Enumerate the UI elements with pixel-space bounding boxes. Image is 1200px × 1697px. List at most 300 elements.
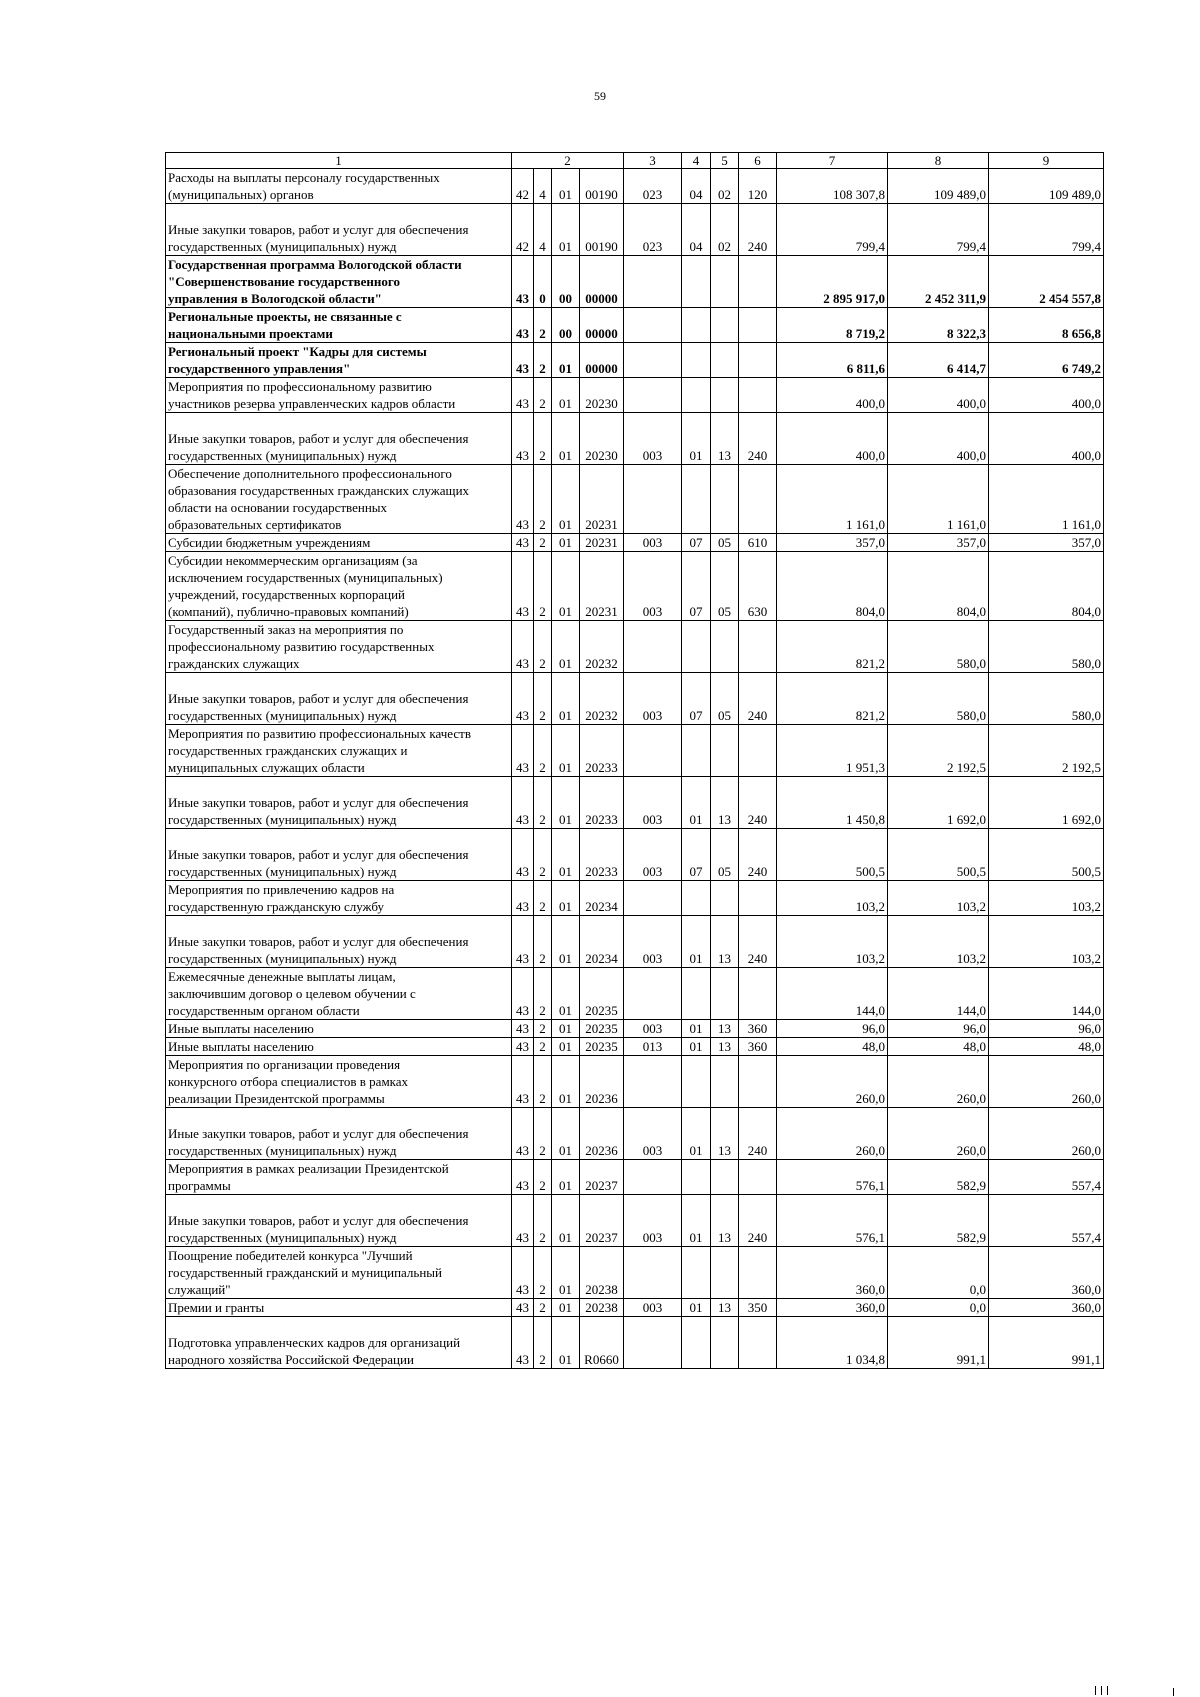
code-subsection bbox=[711, 343, 739, 378]
row-name-line: (муниципальных) органов bbox=[168, 187, 314, 202]
row-name bbox=[166, 534, 512, 552]
row-name-line: государственных (муниципальных) нужд bbox=[168, 951, 397, 966]
amount-col-9: 360,0 bbox=[989, 1247, 1104, 1299]
code-expense-type bbox=[739, 465, 777, 534]
code-event: 01 bbox=[552, 378, 580, 413]
code-section: 07 bbox=[682, 673, 711, 725]
row-name-line: (компаний), публично-правовых компаний) bbox=[168, 604, 409, 619]
scan-mark bbox=[1095, 1686, 1096, 1695]
table-row bbox=[166, 204, 1104, 256]
code-subsection bbox=[711, 725, 739, 777]
table-row bbox=[166, 916, 1104, 968]
code-program: 43 bbox=[512, 1195, 534, 1247]
row-name bbox=[166, 968, 512, 1020]
code-direction: 20231 bbox=[580, 465, 624, 534]
code-event: 01 bbox=[552, 1160, 580, 1195]
table-row bbox=[166, 725, 1104, 777]
amount-col-9: 1 161,0 bbox=[989, 465, 1104, 534]
header-row bbox=[166, 153, 1104, 169]
row-name-line: государственных (муниципальных) нужд bbox=[168, 1143, 397, 1158]
row-name bbox=[166, 1160, 512, 1195]
code-subsection: 13 bbox=[711, 1038, 739, 1056]
header-col-5: 5 bbox=[711, 153, 739, 169]
code-expense-type: 350 bbox=[739, 1299, 777, 1317]
code-grbs bbox=[624, 308, 682, 343]
header-col-8: 8 bbox=[888, 153, 989, 169]
code-section bbox=[682, 378, 711, 413]
code-subprogram: 2 bbox=[534, 1195, 552, 1247]
code-program: 43 bbox=[512, 1020, 534, 1038]
row-name bbox=[166, 829, 512, 881]
code-event: 01 bbox=[552, 829, 580, 881]
row-name bbox=[166, 621, 512, 673]
header-col-4: 4 bbox=[682, 153, 711, 169]
header-col-1: 1 bbox=[166, 153, 512, 169]
amount-col-8: 260,0 bbox=[888, 1108, 989, 1160]
row-name bbox=[166, 725, 512, 777]
code-section bbox=[682, 465, 711, 534]
code-section bbox=[682, 881, 711, 916]
amount-col-9: 144,0 bbox=[989, 968, 1104, 1020]
code-event: 01 bbox=[552, 1195, 580, 1247]
row-name-line: Субсидии бюджетным учреждениям bbox=[168, 535, 371, 550]
row-name bbox=[166, 1108, 512, 1160]
table-row bbox=[166, 256, 1104, 308]
code-subprogram: 2 bbox=[534, 1299, 552, 1317]
header-col-3: 3 bbox=[624, 153, 682, 169]
table-row bbox=[166, 1247, 1104, 1299]
amount-col-8: 1 161,0 bbox=[888, 465, 989, 534]
code-subprogram: 2 bbox=[534, 1038, 552, 1056]
code-subsection: 13 bbox=[711, 916, 739, 968]
row-name-line: государственную гражданскую службу bbox=[168, 899, 384, 914]
amount-col-8: 260,0 bbox=[888, 1056, 989, 1108]
code-event: 01 bbox=[552, 413, 580, 465]
table-row bbox=[166, 169, 1104, 204]
amount-col-9: 360,0 bbox=[989, 1299, 1104, 1317]
code-section bbox=[682, 308, 711, 343]
code-program: 42 bbox=[512, 169, 534, 204]
code-direction: 20232 bbox=[580, 673, 624, 725]
code-subprogram: 2 bbox=[534, 552, 552, 621]
code-event: 01 bbox=[552, 465, 580, 534]
row-name-line: Ежемесячные денежные выплаты лицам, bbox=[168, 969, 396, 984]
table-row bbox=[166, 1299, 1104, 1317]
code-event: 01 bbox=[552, 1038, 580, 1056]
code-subsection: 05 bbox=[711, 534, 739, 552]
table-row bbox=[166, 465, 1104, 534]
code-section: 01 bbox=[682, 916, 711, 968]
row-name-line: государственным органом области bbox=[168, 1003, 360, 1018]
amount-col-8: 580,0 bbox=[888, 621, 989, 673]
row-name-line: Мероприятия по развитию профессиональных качеств bbox=[168, 726, 471, 741]
row-name-line: Иные выплаты населению bbox=[168, 1039, 314, 1054]
code-section: 01 bbox=[682, 1299, 711, 1317]
code-event: 01 bbox=[552, 881, 580, 916]
amount-col-8: 0,0 bbox=[888, 1299, 989, 1317]
code-direction: 20230 bbox=[580, 378, 624, 413]
code-grbs: 003 bbox=[624, 1108, 682, 1160]
amount-col-8: 48,0 bbox=[888, 1038, 989, 1056]
budget-table bbox=[165, 152, 1104, 1369]
code-direction: 20237 bbox=[580, 1195, 624, 1247]
code-expense-type: 240 bbox=[739, 673, 777, 725]
amount-col-7: 108 307,8 bbox=[777, 169, 888, 204]
row-name bbox=[166, 1299, 512, 1317]
code-direction: 20236 bbox=[580, 1056, 624, 1108]
row-name-line bbox=[168, 1317, 509, 1334]
code-subprogram: 2 bbox=[534, 1160, 552, 1195]
row-name-line: "Совершенствование государственного bbox=[168, 274, 400, 289]
code-grbs bbox=[624, 1247, 682, 1299]
amount-col-9: 103,2 bbox=[989, 916, 1104, 968]
row-name-line: государственного управления" bbox=[168, 361, 351, 376]
code-program: 43 bbox=[512, 308, 534, 343]
table-row bbox=[166, 308, 1104, 343]
row-name-line bbox=[168, 1195, 509, 1212]
code-direction: 20236 bbox=[580, 1108, 624, 1160]
code-expense-type: 360 bbox=[739, 1020, 777, 1038]
code-direction: 20234 bbox=[580, 916, 624, 968]
row-name bbox=[166, 343, 512, 378]
row-name-line: учреждений, государственных корпораций bbox=[168, 587, 405, 602]
row-name-line bbox=[168, 916, 509, 933]
amount-col-9: 557,4 bbox=[989, 1195, 1104, 1247]
table-row bbox=[166, 829, 1104, 881]
code-subprogram: 2 bbox=[534, 534, 552, 552]
amount-col-8: 109 489,0 bbox=[888, 169, 989, 204]
code-subprogram: 2 bbox=[534, 968, 552, 1020]
row-name-line: государственных гражданских служащих и bbox=[168, 743, 408, 758]
code-section: 01 bbox=[682, 1108, 711, 1160]
row-name bbox=[166, 413, 512, 465]
row-name-line: Иные закупки товаров, работ и услуг для обеспечения bbox=[168, 1213, 469, 1228]
row-name bbox=[166, 881, 512, 916]
code-program: 43 bbox=[512, 465, 534, 534]
code-program: 43 bbox=[512, 968, 534, 1020]
code-program: 43 bbox=[512, 1038, 534, 1056]
row-name bbox=[166, 777, 512, 829]
code-direction: R0660 bbox=[580, 1317, 624, 1369]
row-name bbox=[166, 378, 512, 413]
code-event: 01 bbox=[552, 1108, 580, 1160]
row-name-line: Мероприятия по профессиональному развитию bbox=[168, 379, 432, 394]
code-subsection bbox=[711, 1056, 739, 1108]
code-expense-type: 240 bbox=[739, 777, 777, 829]
code-expense-type: 120 bbox=[739, 169, 777, 204]
amount-col-9: 804,0 bbox=[989, 552, 1104, 621]
code-subsection bbox=[711, 1317, 739, 1369]
amount-col-8: 357,0 bbox=[888, 534, 989, 552]
table-row bbox=[166, 881, 1104, 916]
amount-col-8: 8 322,3 bbox=[888, 308, 989, 343]
table-row bbox=[166, 1038, 1104, 1056]
code-subsection bbox=[711, 308, 739, 343]
code-section: 07 bbox=[682, 829, 711, 881]
amount-col-9: 48,0 bbox=[989, 1038, 1104, 1056]
scan-mark bbox=[1173, 1688, 1174, 1696]
code-subsection bbox=[711, 1160, 739, 1195]
code-direction: 00000 bbox=[580, 343, 624, 378]
amount-col-7: 1 161,0 bbox=[777, 465, 888, 534]
code-event: 01 bbox=[552, 534, 580, 552]
table-row bbox=[166, 552, 1104, 621]
code-section bbox=[682, 256, 711, 308]
row-name bbox=[166, 169, 512, 204]
code-subprogram: 4 bbox=[534, 204, 552, 256]
row-name-line: Мероприятия в рамках реализации Президентской bbox=[168, 1161, 449, 1176]
amount-col-9: 2 192,5 bbox=[989, 725, 1104, 777]
table-row bbox=[166, 1108, 1104, 1160]
code-grbs bbox=[624, 881, 682, 916]
code-section bbox=[682, 725, 711, 777]
code-expense-type: 240 bbox=[739, 1108, 777, 1160]
code-grbs bbox=[624, 465, 682, 534]
row-name-line: управления в Вологодской области" bbox=[168, 291, 382, 306]
row-name-line: области на основании государственных bbox=[168, 500, 388, 515]
table-body bbox=[166, 169, 1104, 1369]
amount-col-8: 500,5 bbox=[888, 829, 989, 881]
code-subprogram: 2 bbox=[534, 308, 552, 343]
code-subsection bbox=[711, 621, 739, 673]
row-name-line: Иные закупки товаров, работ и услуг для обеспечения bbox=[168, 222, 469, 237]
row-name-line: образовательных сертификатов bbox=[168, 517, 342, 532]
amount-col-8: 103,2 bbox=[888, 916, 989, 968]
amount-col-9: 357,0 bbox=[989, 534, 1104, 552]
code-grbs bbox=[624, 621, 682, 673]
amount-col-9: 2 454 557,8 bbox=[989, 256, 1104, 308]
row-name-line: народного хозяйства Российской Федерации bbox=[168, 1352, 414, 1367]
amount-col-7: 799,4 bbox=[777, 204, 888, 256]
code-direction: 20231 bbox=[580, 552, 624, 621]
code-expense-type bbox=[739, 1160, 777, 1195]
row-name-line: Иные закупки товаров, работ и услуг для обеспечения bbox=[168, 431, 469, 446]
table-row bbox=[166, 777, 1104, 829]
code-subprogram: 2 bbox=[534, 881, 552, 916]
row-name-line bbox=[168, 1108, 509, 1125]
code-program: 43 bbox=[512, 881, 534, 916]
amount-col-8: 799,4 bbox=[888, 204, 989, 256]
code-grbs bbox=[624, 256, 682, 308]
code-expense-type: 240 bbox=[739, 413, 777, 465]
code-expense-type: 610 bbox=[739, 534, 777, 552]
row-name-line: государственных (муниципальных) нужд bbox=[168, 864, 397, 879]
row-name-line: государственных (муниципальных) нужд bbox=[168, 448, 397, 463]
code-direction: 20233 bbox=[580, 725, 624, 777]
amount-col-9: 260,0 bbox=[989, 1056, 1104, 1108]
code-grbs: 003 bbox=[624, 413, 682, 465]
code-direction: 00190 bbox=[580, 169, 624, 204]
code-grbs bbox=[624, 725, 682, 777]
code-section bbox=[682, 968, 711, 1020]
code-grbs: 003 bbox=[624, 534, 682, 552]
amount-col-7: 500,5 bbox=[777, 829, 888, 881]
amount-col-7: 360,0 bbox=[777, 1247, 888, 1299]
code-subsection bbox=[711, 378, 739, 413]
code-grbs bbox=[624, 968, 682, 1020]
amount-col-9: 8 656,8 bbox=[989, 308, 1104, 343]
row-name bbox=[166, 1020, 512, 1038]
code-program: 43 bbox=[512, 413, 534, 465]
code-event: 01 bbox=[552, 1020, 580, 1038]
amount-col-9: 109 489,0 bbox=[989, 169, 1104, 204]
code-grbs: 003 bbox=[624, 1299, 682, 1317]
code-subprogram: 2 bbox=[534, 916, 552, 968]
row-name bbox=[166, 204, 512, 256]
code-subprogram: 2 bbox=[534, 1108, 552, 1160]
code-program: 43 bbox=[512, 1247, 534, 1299]
code-program: 43 bbox=[512, 916, 534, 968]
amount-col-7: 1 951,3 bbox=[777, 725, 888, 777]
code-subprogram: 2 bbox=[534, 1247, 552, 1299]
amount-col-7: 400,0 bbox=[777, 378, 888, 413]
code-subprogram: 2 bbox=[534, 777, 552, 829]
code-direction: 00190 bbox=[580, 204, 624, 256]
code-grbs: 003 bbox=[624, 1020, 682, 1038]
amount-col-7: 103,2 bbox=[777, 916, 888, 968]
code-section bbox=[682, 1247, 711, 1299]
code-event: 01 bbox=[552, 1056, 580, 1108]
code-section: 04 bbox=[682, 169, 711, 204]
amount-col-8: 103,2 bbox=[888, 881, 989, 916]
row-name bbox=[166, 1038, 512, 1056]
code-grbs bbox=[624, 1317, 682, 1369]
row-name bbox=[166, 256, 512, 308]
code-program: 43 bbox=[512, 1317, 534, 1369]
amount-col-8: 991,1 bbox=[888, 1317, 989, 1369]
code-expense-type bbox=[739, 1056, 777, 1108]
code-section: 07 bbox=[682, 552, 711, 621]
code-direction: 20237 bbox=[580, 1160, 624, 1195]
code-subsection: 02 bbox=[711, 169, 739, 204]
row-name-line: исключением государственных (муниципальных) bbox=[168, 570, 443, 585]
row-name-line: Премии и гранты bbox=[168, 1300, 265, 1315]
amount-col-9: 991,1 bbox=[989, 1317, 1104, 1369]
table-row bbox=[166, 343, 1104, 378]
amount-col-7: 103,2 bbox=[777, 881, 888, 916]
code-subsection: 05 bbox=[711, 829, 739, 881]
amount-col-8: 96,0 bbox=[888, 1020, 989, 1038]
page-number: 59 bbox=[594, 89, 606, 103]
code-section: 01 bbox=[682, 1195, 711, 1247]
code-expense-type: 240 bbox=[739, 204, 777, 256]
code-section bbox=[682, 343, 711, 378]
amount-col-8: 0,0 bbox=[888, 1247, 989, 1299]
amount-col-9: 260,0 bbox=[989, 1108, 1104, 1160]
row-name-line: Иные закупки товаров, работ и услуг для обеспечения bbox=[168, 691, 469, 706]
row-name-line: государственных (муниципальных) нужд bbox=[168, 239, 397, 254]
row-name-line: участников резерва управленческих кадров области bbox=[168, 396, 456, 411]
code-event: 00 bbox=[552, 256, 580, 308]
amount-col-9: 557,4 bbox=[989, 1160, 1104, 1195]
code-grbs: 003 bbox=[624, 829, 682, 881]
code-direction: 20235 bbox=[580, 1038, 624, 1056]
code-grbs bbox=[624, 378, 682, 413]
code-subprogram: 2 bbox=[534, 1056, 552, 1108]
code-section: 07 bbox=[682, 534, 711, 552]
row-name-line: заключившим договор о целевом обучении с bbox=[168, 986, 416, 1001]
code-section bbox=[682, 1160, 711, 1195]
code-direction: 20230 bbox=[580, 413, 624, 465]
row-name-line: Государственная программа Вологодской области bbox=[168, 257, 462, 272]
header-col-2: 2 bbox=[512, 153, 624, 169]
amount-col-7: 6 811,6 bbox=[777, 343, 888, 378]
row-name-line: государственный гражданский и муниципальный bbox=[168, 1265, 442, 1280]
row-name-line: Иные закупки товаров, работ и услуг для обеспечения bbox=[168, 1126, 469, 1141]
code-event: 01 bbox=[552, 621, 580, 673]
row-name bbox=[166, 673, 512, 725]
code-section: 04 bbox=[682, 204, 711, 256]
header-col-6: 6 bbox=[739, 153, 777, 169]
code-direction: 20234 bbox=[580, 881, 624, 916]
code-expense-type bbox=[739, 1317, 777, 1369]
header-col-9: 9 bbox=[989, 153, 1104, 169]
amount-col-9: 6 749,2 bbox=[989, 343, 1104, 378]
code-expense-type: 240 bbox=[739, 916, 777, 968]
code-grbs: 003 bbox=[624, 552, 682, 621]
row-name-line: Иные выплаты населению bbox=[168, 1021, 314, 1036]
row-name bbox=[166, 308, 512, 343]
table-row bbox=[166, 534, 1104, 552]
row-name bbox=[166, 1195, 512, 1247]
code-program: 43 bbox=[512, 343, 534, 378]
amount-col-7: 821,2 bbox=[777, 673, 888, 725]
code-event: 01 bbox=[552, 725, 580, 777]
amount-col-9: 1 692,0 bbox=[989, 777, 1104, 829]
code-program: 43 bbox=[512, 777, 534, 829]
amount-col-9: 103,2 bbox=[989, 881, 1104, 916]
amount-col-8: 580,0 bbox=[888, 673, 989, 725]
table-row bbox=[166, 621, 1104, 673]
amount-col-9: 96,0 bbox=[989, 1020, 1104, 1038]
code-subsection bbox=[711, 1247, 739, 1299]
code-subsection bbox=[711, 968, 739, 1020]
row-name-line: конкурсного отбора специалистов в рамках bbox=[168, 1074, 409, 1089]
amount-col-8: 400,0 bbox=[888, 413, 989, 465]
row-name-line bbox=[168, 204, 509, 221]
code-grbs bbox=[624, 1056, 682, 1108]
code-direction: 20238 bbox=[580, 1299, 624, 1317]
row-name-line: профессиональному развитию государственных bbox=[168, 639, 435, 654]
amount-col-7: 576,1 bbox=[777, 1160, 888, 1195]
row-name-line bbox=[168, 777, 509, 794]
row-name-line bbox=[168, 829, 509, 846]
code-direction: 20231 bbox=[580, 534, 624, 552]
code-direction: 20233 bbox=[580, 829, 624, 881]
code-expense-type bbox=[739, 1247, 777, 1299]
row-name-line: Обеспечение дополнительного профессионального bbox=[168, 466, 452, 481]
code-event: 01 bbox=[552, 1317, 580, 1369]
row-name-line: Мероприятия по организации проведения bbox=[168, 1057, 401, 1072]
table-row bbox=[166, 673, 1104, 725]
amount-col-7: 804,0 bbox=[777, 552, 888, 621]
code-program: 43 bbox=[512, 1056, 534, 1108]
code-subprogram: 2 bbox=[534, 1317, 552, 1369]
row-name-line: служащий" bbox=[168, 1282, 231, 1297]
amount-col-8: 1 692,0 bbox=[888, 777, 989, 829]
code-expense-type bbox=[739, 378, 777, 413]
code-event: 01 bbox=[552, 968, 580, 1020]
table-row bbox=[166, 413, 1104, 465]
amount-col-8: 582,9 bbox=[888, 1160, 989, 1195]
row-name-line: Мероприятия по привлечению кадров на bbox=[168, 882, 395, 897]
row-name-line: Иные закупки товаров, работ и услуг для обеспечения bbox=[168, 795, 469, 810]
code-event: 01 bbox=[552, 1247, 580, 1299]
code-program: 43 bbox=[512, 621, 534, 673]
code-event: 01 bbox=[552, 916, 580, 968]
code-subsection bbox=[711, 256, 739, 308]
row-name-line: муниципальных служащих области bbox=[168, 760, 365, 775]
